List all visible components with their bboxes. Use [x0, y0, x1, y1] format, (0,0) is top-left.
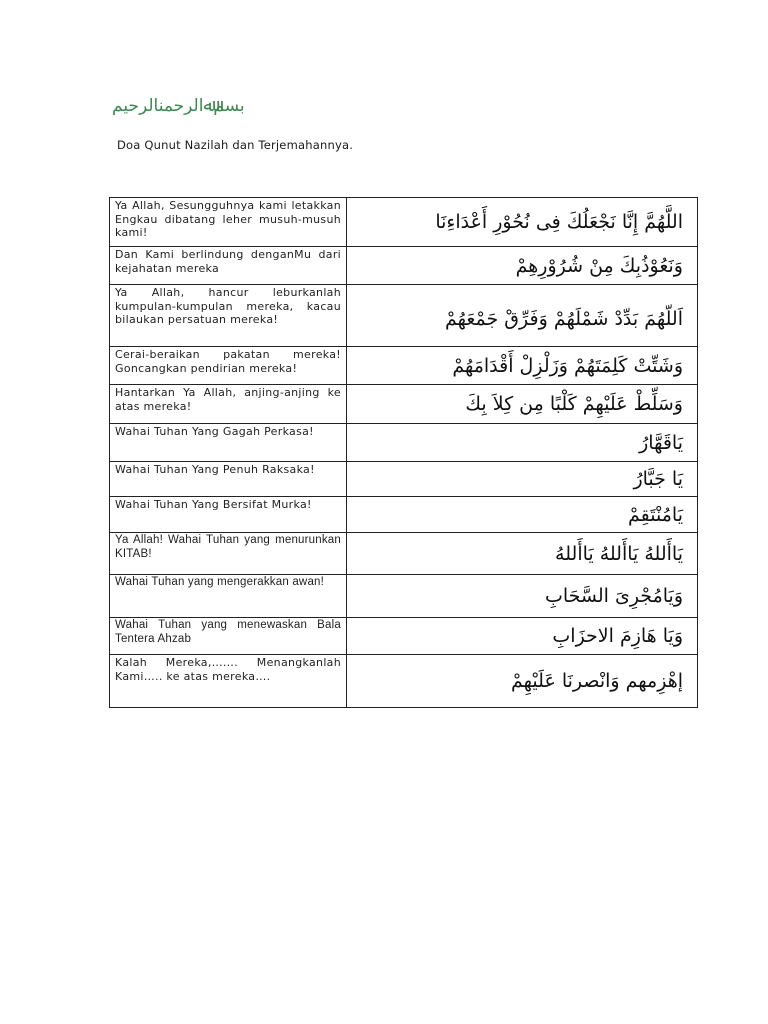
arabic-text: يَا جَبَّارُ	[633, 468, 683, 490]
table-row	[110, 618, 698, 655]
arabic-cell	[347, 198, 698, 247]
arabic-text: اللَّهُمَّ إِنَّا نَجْعَلُكَ فِى نُحُوْرِ أَعْدَاءِنَا	[435, 211, 683, 233]
arabic-text: وَيَامُجْرِىَ السَّحَابِ	[544, 585, 683, 607]
arabic-cell	[347, 285, 698, 347]
basmala-heading: بسمﷲالرحمنالرحيم	[112, 96, 245, 116]
translation-cell: Ya Allah, hancur leburkanlah kumpulan-kumpulan mereka, kacau bilaukan persatuan mereka!	[110, 285, 347, 347]
arabic-text: وَيَا هَازِمَ الاحزَابِ	[552, 625, 683, 647]
translation-cell: Dan Kami berlindung denganMu dari kejahatan mereka	[110, 247, 347, 285]
translation-cell: Ya Allah! Wahai Tuhan yang menurunkan KITAB!	[110, 533, 347, 575]
translation-cell: Ya Allah, Sesungguhnya kami letakkan Engkau dibatang leher musuh-musuh kami!	[110, 198, 347, 247]
doa-table	[109, 197, 698, 708]
arabic-cell	[347, 424, 698, 462]
table-row	[110, 462, 698, 497]
translation-cell: Kalah Mereka,……. Menangkanlah Kami….. ke atas mereka….	[110, 655, 347, 708]
arabic-cell	[347, 533, 698, 575]
translation-cell: Wahai Tuhan yang menewaskan Bala Tentera Ahzab	[110, 618, 347, 655]
arabic-text: وَنَعُوْذُبِكَ مِنْ شُرُوْرِهِمْ	[515, 254, 683, 277]
arabic-text: وَسَلِّطْ عَلَيْهِمْ كَلْبًا مِن كِلاَ بِكَ	[465, 393, 683, 415]
translation-cell: Wahai Tuhan Yang Gagah Perkasa!	[110, 424, 347, 462]
arabic-cell	[347, 247, 698, 285]
arabic-text: يَاأَللهُ يَاأَللهُ يَاأَللهُ	[555, 542, 683, 565]
table-row	[110, 655, 698, 708]
table-row	[110, 575, 698, 618]
table-row	[110, 247, 698, 285]
translation-cell: Wahai Tuhan Yang Penuh Raksaka!	[110, 462, 347, 497]
arabic-cell	[347, 575, 698, 618]
table-row	[110, 424, 698, 462]
arabic-text: وَشَتِّتْ كَلِمَتَهُمْ وَزَلْزِلْ أَقْدَامَهُمْ	[452, 354, 683, 377]
arabic-cell	[347, 497, 698, 533]
translation-cell: Wahai Tuhan yang mengerakkan awan!	[110, 575, 347, 618]
document-intro: Doa Qunut Nazilah dan Terjemahannya.	[117, 138, 354, 152]
translation-cell: Hantarkan Ya Allah, anjing-anjing ke atas mereka!	[110, 385, 347, 424]
translation-cell: Cerai-beraikan pakatan mereka! Goncangkan pendirian mereka!	[110, 347, 347, 385]
arabic-cell	[347, 618, 698, 655]
table-row	[110, 198, 698, 247]
table-row	[110, 533, 698, 575]
arabic-cell	[347, 347, 698, 385]
arabic-text: يَامُنْتَقِمْ	[628, 503, 683, 526]
table-row	[110, 385, 698, 424]
arabic-cell	[347, 655, 698, 708]
arabic-cell	[347, 385, 698, 424]
arabic-text: اَللّهُمَ بَدِّدْ شَمْلَهُمْ وَفَرِّقْ جَمْعَهُمْ	[444, 307, 683, 330]
table-row	[110, 347, 698, 385]
translation-cell: Wahai Tuhan Yang Bersifat Murka!	[110, 497, 347, 533]
table-row	[110, 285, 698, 347]
table-row	[110, 497, 698, 533]
arabic-text: يَاقَهَّارُ	[639, 431, 683, 454]
arabic-text: إهْزِمهم وَانْصرنَا عَلَيْهِمْ	[511, 670, 683, 692]
arabic-cell	[347, 462, 698, 497]
